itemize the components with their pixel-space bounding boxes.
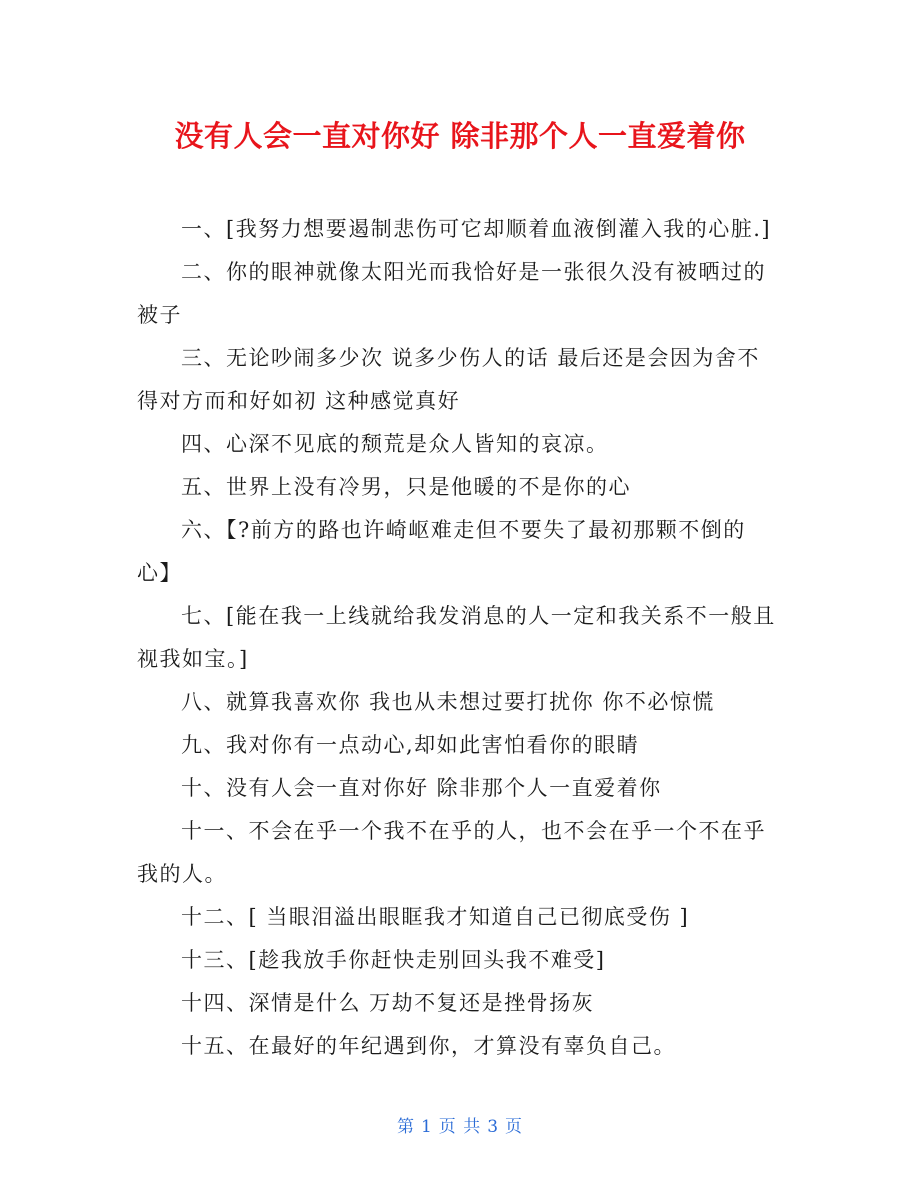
paragraph-13: 十三、[趁我放手你赶快走别回头我不难受] bbox=[181, 948, 606, 972]
paragraph-2: 二、你的眼神就像太阳光而我恰好是一张很久没有被晒过的被子 bbox=[137, 260, 766, 327]
document-body bbox=[137, 208, 777, 1068]
paragraph-12: 十二、[ 当眼泪溢出眼眶我才知道自己已彻底受伤 ] bbox=[181, 905, 690, 929]
paragraph-14: 十四、深情是什么 万劫不复还是挫骨扬灰 bbox=[181, 991, 595, 1015]
paragraph-11: 十一、不会在乎一个我不在乎的人，也不会在乎一个不在乎我的人。 bbox=[137, 819, 766, 886]
paragraph-9: 九、我对你有一点动心,却如此害怕看你的眼睛 bbox=[181, 733, 640, 757]
paragraph-1: 一、[我努力想要遏制悲伤可它却顺着血液倒灌入我的心脏.] bbox=[181, 217, 772, 241]
paragraph-10: 十、没有人会一直对你好 除非那个人一直爱着你 bbox=[181, 776, 662, 800]
footer-prefix: 第 bbox=[396, 1117, 415, 1137]
footer-middle: 页 共 bbox=[438, 1117, 482, 1137]
footer-suffix: 页 bbox=[505, 1117, 524, 1137]
paragraph-6: 六、【?前方的路也许崎岖难走但不要失了最初那颗不倒的心】 bbox=[137, 518, 746, 585]
paragraph-3: 三、无论吵闹多少次 说多少伤人的话 最后还是会因为舍不得对方而和好如初 这种感觉真好 bbox=[137, 346, 760, 413]
page-number: 1 bbox=[420, 1117, 433, 1137]
paragraph-4: 四、心深不见底的颓荒是众人皆知的哀凉。 bbox=[181, 432, 609, 456]
paragraph-5: 五、世界上没有冷男，只是他暖的不是你的心 bbox=[181, 475, 631, 499]
paragraph-15: 十五、在最好的年纪遇到你，才算没有辜负自己。 bbox=[181, 1034, 676, 1058]
page-footer bbox=[0, 1112, 920, 1137]
total-pages: 3 bbox=[487, 1117, 500, 1137]
document-title: 没有人会一直对你好 除非那个人一直爱着你 bbox=[174, 119, 746, 153]
paragraph-7: 七、[能在我一上线就给我发消息的人一定和我关系不一般且视我如宝。] bbox=[137, 604, 776, 671]
paragraph-8: 八、就算我喜欢你 我也从未想过要打扰你 你不必惊慌 bbox=[181, 690, 715, 714]
